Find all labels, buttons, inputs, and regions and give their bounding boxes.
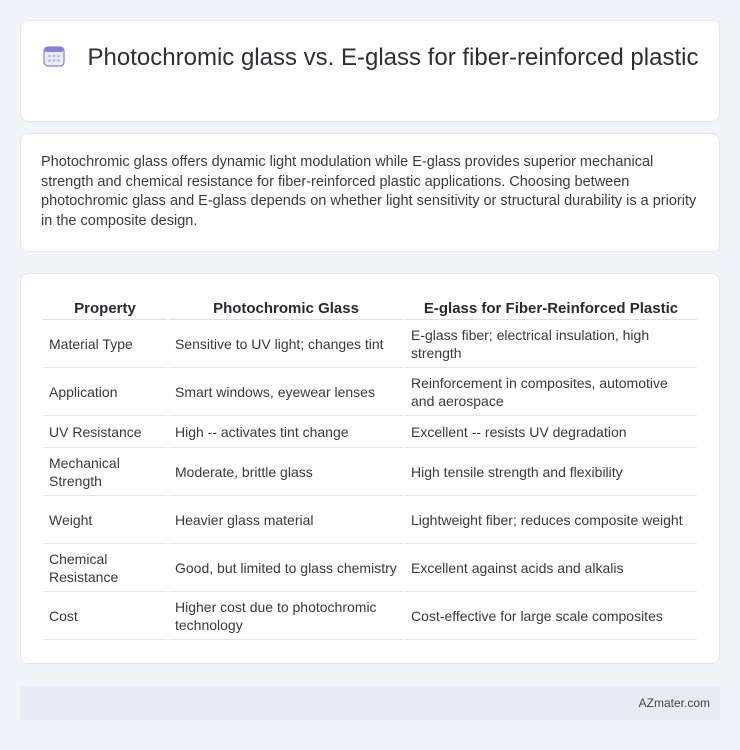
table-row (43, 448, 697, 496)
row-photochromic: Smart windows, eyewear lenses (169, 368, 403, 416)
row-property: Material Type (43, 320, 167, 368)
row-eglass: Lightweight fiber; reduces composite weight (405, 496, 697, 544)
header-property: Property (43, 294, 167, 320)
table-row (43, 416, 697, 448)
table-row (43, 544, 697, 592)
title-card (20, 20, 720, 122)
row-photochromic: High -- activates tint change (169, 416, 403, 448)
intro-card (20, 133, 720, 252)
row-property: Chemical Resistance (43, 544, 167, 592)
footer-brand-link[interactable]: AZmater.com (638, 696, 710, 710)
table-header-row (43, 294, 697, 320)
table-row (43, 592, 697, 640)
table-row (43, 320, 697, 368)
comparison-card (20, 273, 720, 664)
row-property: UV Resistance (43, 416, 167, 448)
page-title: Photochromic glass vs. E-glass for fiber-reinforced plastic (87, 44, 699, 71)
row-eglass: Cost-effective for large scale composites (405, 592, 697, 640)
row-eglass: Excellent -- resists UV degradation (405, 416, 697, 448)
row-property: Cost (43, 592, 167, 640)
row-eglass: Excellent against acids and alkalis (405, 544, 697, 592)
row-photochromic: Higher cost due to photochromic technology (169, 592, 403, 640)
intro-paragraph: Photochromic glass offers dynamic light modulation while E-glass provides superior mechanical strength and chemical resistance for fiber-reinforced plastic applications. Choosing between photochromic glass and E-glass depends on whether light sensitivity or structural durability is a priority in the composite design. (41, 154, 697, 229)
header-photochromic: Photochromic Glass (169, 294, 403, 320)
footer-bar (20, 686, 720, 720)
row-property: Application (43, 368, 167, 416)
row-property: Weight (43, 496, 167, 544)
header-eglass: E-glass for Fiber-Reinforced Plastic (405, 294, 697, 320)
row-photochromic: Sensitive to UV light; changes tint (169, 320, 403, 368)
table-row (43, 496, 697, 544)
calendar-icon (42, 44, 66, 68)
row-photochromic: Heavier glass material (169, 496, 403, 544)
row-property: Mechanical Strength (43, 448, 167, 496)
row-photochromic: Good, but limited to glass chemistry (169, 544, 403, 592)
table-row (43, 368, 697, 416)
comparison-table (41, 294, 699, 640)
row-eglass: Reinforcement in composites, automotive and aerospace (405, 368, 697, 416)
page-title-wrap (21, 43, 719, 72)
row-photochromic: Moderate, brittle glass (169, 448, 403, 496)
row-eglass: E-glass fiber; electrical insulation, high strength (405, 320, 697, 368)
row-eglass: High tensile strength and flexibility (405, 448, 697, 496)
